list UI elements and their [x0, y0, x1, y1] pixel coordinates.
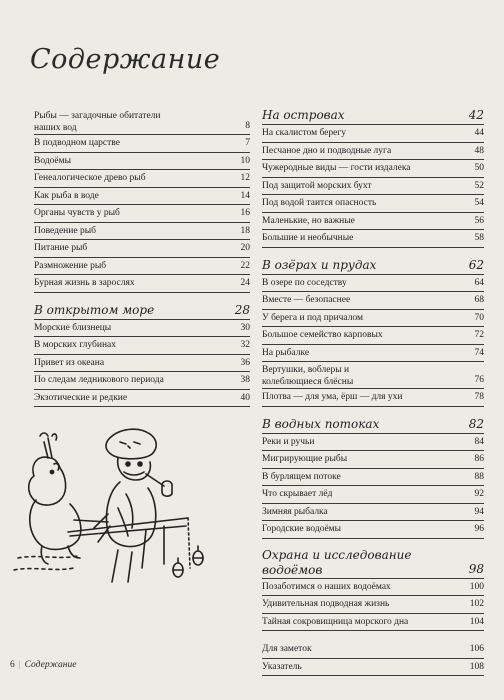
- toc-entry-page: 40: [240, 392, 250, 403]
- toc-entry-title: Позаботимся о наших водоёмах: [262, 581, 391, 592]
- toc-entry-title: Размножение рыб: [34, 260, 107, 271]
- toc-entry-page: 96: [474, 524, 484, 534]
- toc-entry-page: 64: [474, 277, 484, 288]
- toc-entry-page: 36: [240, 357, 250, 368]
- toc-entry: [262, 310, 484, 328]
- toc-entry-title: Под водой таится опасность: [262, 198, 377, 208]
- toc-entry-page: 22: [240, 260, 250, 271]
- section-spacer: [262, 631, 484, 641]
- toc-entry-title: В подводном царстве: [34, 138, 120, 148]
- toc-entry-page: 50: [474, 163, 484, 173]
- toc-entry-page: 92: [474, 489, 484, 499]
- toc-entry-title: Зимняя рыбалка: [262, 506, 328, 517]
- toc-entry: [34, 337, 250, 355]
- toc-entry: [262, 504, 484, 522]
- toc-entry-page: 16: [240, 208, 250, 218]
- toc-entry: [262, 178, 484, 196]
- toc-entry-title: Органы чувств у рыб: [34, 208, 120, 218]
- toc-entry-page: 44: [474, 128, 484, 138]
- toc-entry-page: 48: [474, 145, 484, 156]
- toc-entry-title: Вертушки, воблеры и колеблющиеся блёсны: [262, 365, 354, 387]
- toc-entry: [34, 170, 250, 188]
- toc-entry: [262, 292, 484, 310]
- toc-entry-title: Реки и ручьи: [262, 436, 315, 447]
- toc-entry-title: Что скрывает лёд: [262, 489, 333, 499]
- toc-entry-page: 56: [474, 215, 484, 226]
- toc-entry: [34, 240, 250, 258]
- page-footer: 6 | Содержание: [10, 660, 77, 670]
- toc-entry-page: 68: [474, 295, 484, 305]
- section-heading: [34, 302, 250, 320]
- section-heading: [262, 107, 484, 125]
- section-page-number: 98: [468, 561, 484, 576]
- toc-entry-page: 52: [474, 180, 484, 191]
- toc-entry-page: 100: [469, 581, 484, 592]
- toc-entry-title: На рыбалке: [262, 347, 310, 358]
- toc-entry-page: 10: [240, 155, 250, 166]
- section-page-number: 82: [468, 416, 484, 431]
- toc-entry-page: 30: [240, 322, 250, 333]
- toc-entry: [34, 355, 250, 373]
- toc-entry: [34, 223, 250, 241]
- toc-entry-page: 38: [240, 375, 250, 385]
- toc-entry: [34, 258, 250, 276]
- toc-entry-page: 104: [469, 616, 484, 627]
- toc-entry-page: 7: [245, 138, 250, 148]
- footer-label: Содержание: [24, 660, 77, 670]
- toc-entry: [34, 153, 250, 171]
- toc-entry-page: 88: [474, 471, 484, 482]
- toc-entry: [262, 579, 484, 597]
- toc-entry-page: 108: [469, 661, 484, 672]
- toc-entry: [262, 659, 484, 677]
- page-title: Содержание: [30, 44, 221, 75]
- toc-entry-page: 32: [240, 340, 250, 350]
- toc-entry-page: 70: [474, 312, 484, 323]
- section-title: В открытом море: [34, 302, 155, 317]
- toc-entry: [262, 434, 484, 452]
- toc-entry-title: Удивительная подводная жизнь: [262, 599, 390, 609]
- toc-entry: [34, 390, 250, 408]
- toc-entry: [262, 345, 484, 363]
- section-title: Охрана и исследование водоёмов: [262, 547, 412, 577]
- toc-entry: [34, 372, 250, 390]
- toc-entry: [262, 125, 484, 143]
- toc-entry: [34, 108, 250, 135]
- toc-entry-page: 94: [474, 506, 484, 517]
- toc-entry: [262, 469, 484, 487]
- toc-entry: [262, 486, 484, 504]
- toc-entry-page: 76: [474, 375, 484, 385]
- toc-entry-title: В морских глубинах: [34, 340, 117, 350]
- toc-entry-page: 78: [474, 392, 484, 402]
- toc-entry: [262, 362, 484, 389]
- section-page-number: 28: [234, 302, 250, 317]
- toc-entry-title: По следам ледникового периода: [34, 375, 164, 385]
- toc-entry: [262, 230, 484, 248]
- toc-entry-page: 8: [245, 121, 250, 131]
- section-title: На островах: [262, 108, 345, 122]
- toc-entry-page: 72: [474, 330, 484, 340]
- toc-entry-page: 20: [240, 243, 250, 253]
- toc-entry-title: Маленькие, но важные: [262, 215, 355, 226]
- toc-entry: [34, 135, 250, 153]
- toc-entry: [34, 188, 250, 206]
- toc-entry: [262, 641, 484, 659]
- toc-entry: [34, 320, 250, 338]
- toc-entry-title: Водоёмы: [34, 155, 72, 166]
- section-page-number: 42: [468, 108, 484, 122]
- toc-entry-page: 18: [240, 225, 250, 236]
- toc-entry-title: Городские водоёмы: [262, 524, 342, 534]
- toc-entry: [34, 205, 250, 223]
- toc-entry-page: 74: [474, 347, 484, 358]
- toc-entry-title: Мигрирующие рыбы: [262, 454, 348, 464]
- toc-entry-page: 14: [240, 190, 250, 201]
- toc-entry-title: На скалистом берегу: [262, 128, 347, 138]
- toc-entry-title: Как рыба в воде: [34, 190, 99, 201]
- toc-entry-page: 58: [474, 233, 484, 243]
- toc-entry-page: 86: [474, 454, 484, 464]
- section-heading: [262, 257, 484, 275]
- toc-entry-title: Чужеродные виды — гости издалека: [262, 163, 411, 173]
- toc-entry: [262, 389, 484, 407]
- toc-entry-title: Питание рыб: [34, 243, 88, 253]
- section-title: В водных потоках: [262, 416, 380, 431]
- toc-entry-title: Бурная жизнь в зарослях: [34, 278, 135, 288]
- toc-entry-page: 24: [240, 278, 250, 288]
- toc-entry-title: Тайная сокровищница морского дна: [262, 616, 409, 627]
- toc-entry-page: 84: [474, 436, 484, 447]
- toc-entry: [262, 160, 484, 178]
- toc-entry-title: Большое семейство карповых: [262, 330, 383, 340]
- toc-entry: [262, 327, 484, 345]
- moomin-fishing-illustration: [8, 418, 208, 598]
- toc-entry-title: В озере по соседству: [262, 277, 347, 288]
- toc-entry-title: Экзотические и редкие: [34, 392, 128, 403]
- toc-left-column: [34, 108, 250, 407]
- toc-entry: [262, 614, 484, 632]
- toc-entry-title: Плотва — для ума, ёрш — для ухи: [262, 392, 403, 402]
- toc-entry-title: В бурлящем потоке: [262, 471, 341, 482]
- toc-entry-title: Песчаное дно и подводные луга: [262, 145, 392, 156]
- toc-entry-title: Рыбы — загадочные обитатели наших вод: [34, 111, 161, 133]
- toc-entry: [262, 451, 484, 469]
- toc-entry: [34, 275, 250, 293]
- toc-entry: [262, 213, 484, 231]
- section-title: В озёрах и прудах: [262, 257, 377, 272]
- toc-right-column: [262, 107, 484, 676]
- toc-entry-title: Поведение рыб: [34, 225, 96, 236]
- toc-entry-page: 106: [469, 644, 484, 654]
- toc-entry-title: Привет из океана: [34, 357, 105, 368]
- toc-entry-page: 54: [474, 198, 484, 208]
- toc-entry-page: 102: [469, 599, 484, 609]
- section-heading: [262, 548, 484, 579]
- toc-entry: [262, 195, 484, 213]
- toc-entry-title: Указатель: [262, 661, 302, 672]
- toc-entry: [262, 275, 484, 293]
- toc-entry-page: 12: [240, 173, 250, 183]
- toc-entry-title: Большие и необычные: [262, 233, 354, 243]
- toc-entry-title: Для заметок: [262, 644, 312, 654]
- toc-entry-title: Вместе — безопаснее: [262, 295, 351, 305]
- section-page-number: 62: [468, 257, 484, 272]
- toc-entry: [262, 143, 484, 161]
- toc-entry-title: Генеалогическое древо рыб: [34, 173, 146, 183]
- toc-entry-title: У берега и под причалом: [262, 312, 364, 323]
- toc-entry-title: Морские близнецы: [34, 322, 112, 333]
- footer-page-number: 6: [10, 660, 15, 670]
- toc-entry: [262, 521, 484, 539]
- toc-entry: [262, 596, 484, 614]
- toc-entry-title: Под защитой морских бухт: [262, 180, 372, 191]
- section-heading: [262, 416, 484, 434]
